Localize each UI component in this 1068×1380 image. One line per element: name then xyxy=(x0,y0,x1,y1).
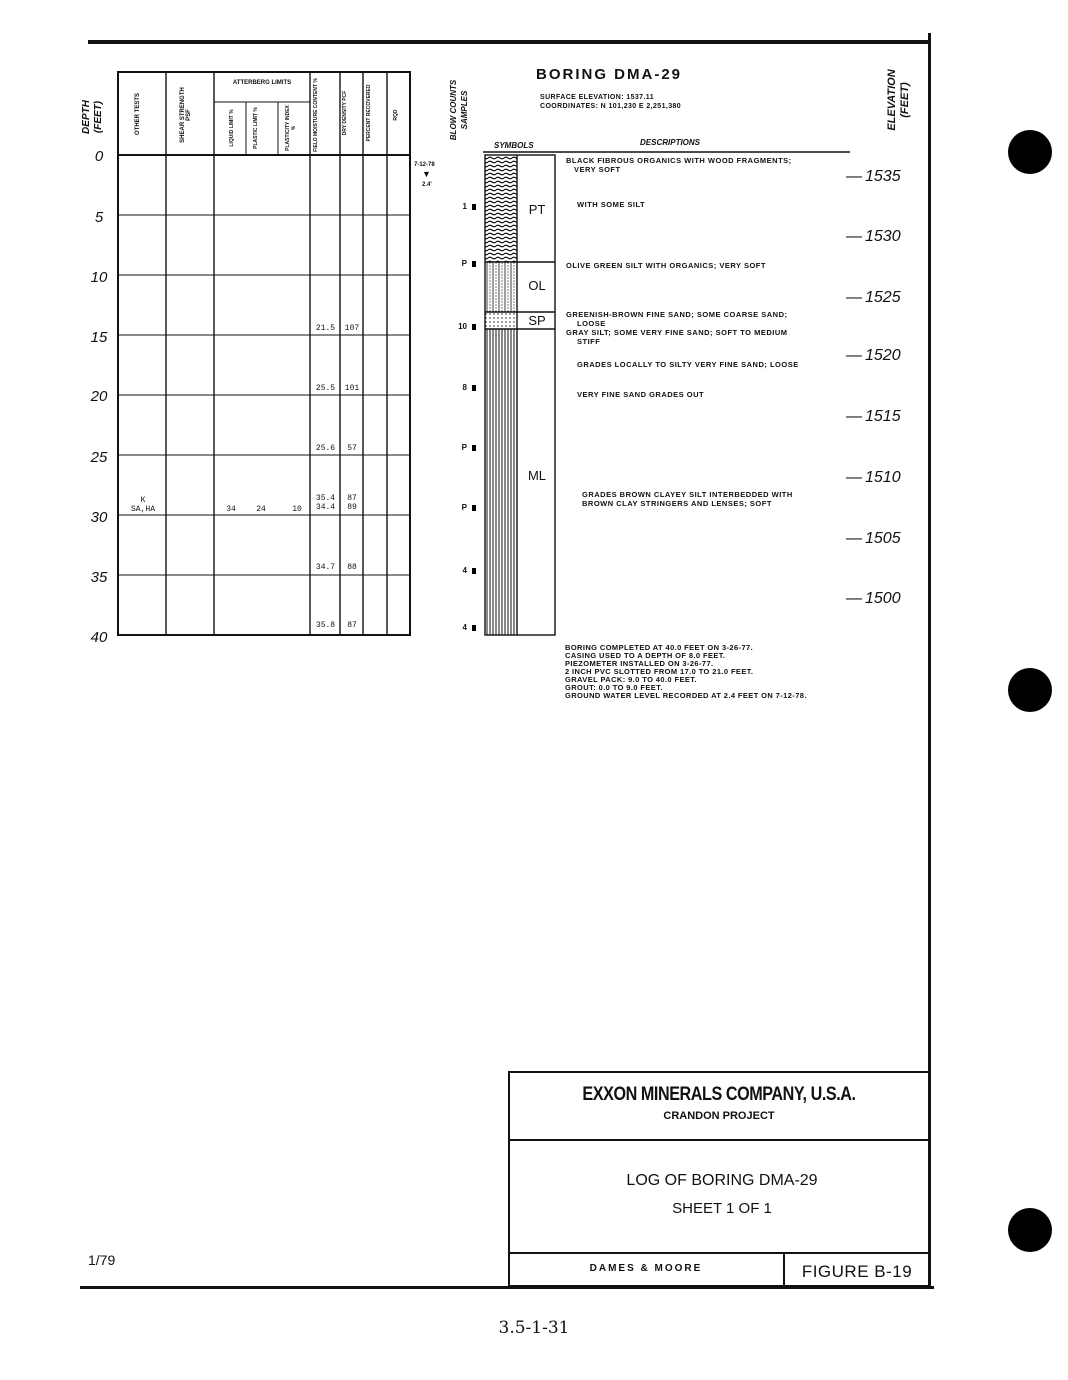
soil-symbol-ml: ML xyxy=(527,468,547,483)
note-line: GROUND WATER LEVEL RECORDED AT 2.4 FEET ON 7-12-78. xyxy=(565,691,807,700)
depth-label: 25 xyxy=(90,449,108,466)
groundwater-date: 7-12-78 xyxy=(414,162,435,168)
depth-label: 35 xyxy=(90,569,108,586)
header-plasticity-index: PLASTICITY INDEX % xyxy=(285,105,297,151)
blow-count: P xyxy=(446,259,476,268)
header-dry-density: DRY DENSITY PCF xyxy=(342,90,348,136)
blow-count: 1 xyxy=(446,202,476,211)
depth-label: 15 xyxy=(90,329,108,346)
log-title: LOG OF BORING DMA-29 xyxy=(626,1172,818,1189)
elevation-label: — 1500 xyxy=(846,590,901,608)
plastic-limit-value: 24 xyxy=(256,505,266,514)
description-line: GREENISH-BROWN FINE SAND; SOME COARSE SAND; xyxy=(566,310,788,319)
note-line: 2 INCH PVC SLOTTED FROM 17.0 TO 21.0 FEET. xyxy=(565,667,754,676)
elevation-label: — 1530 xyxy=(846,228,901,246)
company-name: EXXON MINERALS COMPANY, U.S.A. xyxy=(582,1084,856,1105)
page-number: 3.5-1-31 xyxy=(498,1318,570,1338)
blow-count: P xyxy=(446,503,476,512)
moisture-value: 34.7 xyxy=(315,563,336,572)
density-value: 101 xyxy=(344,384,360,393)
descriptions-header: DESCRIPTIONS xyxy=(640,138,701,147)
density-value: 88 xyxy=(347,563,357,572)
boring-notes xyxy=(565,644,807,700)
soil-symbol-sp: SP xyxy=(528,313,546,328)
punch-hole-middle xyxy=(1008,668,1052,712)
elevation-label: — 1505 xyxy=(846,530,901,548)
coordinates: COORDINATES: N 101,230 E 2,251,380 xyxy=(540,103,682,110)
blow-count: 4 xyxy=(446,623,476,632)
blow-counts-header: BLOW COUNTS SAMPLES xyxy=(449,79,469,141)
punch-hole-top xyxy=(1008,130,1052,174)
density-value: 87 xyxy=(347,621,357,630)
moisture-value: 35.4 xyxy=(315,494,336,503)
soil-symbol-pt: PT xyxy=(528,202,546,217)
density-value: 107 xyxy=(344,324,360,333)
punch-hole-bottom xyxy=(1008,1208,1052,1252)
blow-count: 10 xyxy=(446,322,476,331)
boring-log-column xyxy=(0,0,900,650)
density-value: 89 xyxy=(347,503,357,512)
header-percent-recovered: PERCENT RECOVERED xyxy=(366,84,372,142)
header-other-tests: OTHER TESTS xyxy=(135,93,141,136)
description-line: LOOSE xyxy=(577,319,606,328)
note-line: PIEZOMETER INSTALLED ON 3-26-77. xyxy=(565,659,714,668)
moisture-value: 25.6 xyxy=(315,444,336,453)
depth-label: 40 xyxy=(90,629,108,646)
elevation-label: — 1535 xyxy=(846,168,901,186)
note-line: GRAVEL PACK: 9.0 TO 40.0 FEET. xyxy=(565,675,697,684)
blow-count: P xyxy=(446,443,476,452)
other-tests-value: K xyxy=(140,496,146,505)
pattern-ol xyxy=(485,262,517,312)
liquid-limit-value: 34 xyxy=(226,505,236,514)
moisture-value: 34.4 xyxy=(315,503,336,512)
description-line: GRADES LOCALLY TO SILTY VERY FINE SAND; LOOSE xyxy=(577,360,799,369)
project-name: CRANDON PROJECT xyxy=(663,1110,775,1122)
header-atterberg-limits: ATTERBERG LIMITS xyxy=(232,80,292,86)
description-line: BROWN CLAY STRINGERS AND LENSES; SOFT xyxy=(582,499,772,508)
depth-label: 0 xyxy=(94,148,104,165)
pattern-ml xyxy=(485,329,517,635)
groundwater-level-icon: ▼ xyxy=(422,169,431,179)
density-value: 57 xyxy=(347,444,357,453)
header-plastic-limit: PLASTIC LIMIT % xyxy=(253,107,259,149)
moisture-value: 25.5 xyxy=(315,384,336,393)
pattern-sp xyxy=(485,312,517,329)
note-line: BORING COMPLETED AT 40.0 FEET ON 3-26-77. xyxy=(565,643,754,652)
blow-count: 8 xyxy=(446,383,476,392)
density-value: 87 xyxy=(347,494,357,503)
date-code: 1/79 xyxy=(88,1252,116,1268)
note-line: GROUT: 0.0 TO 9.0 FEET. xyxy=(565,683,663,692)
note-line: CASING USED TO A DEPTH OF 8.0 FEET. xyxy=(565,651,726,660)
other-tests-value: SA,HA xyxy=(130,505,155,514)
description-line: WITH SOME SILT xyxy=(577,200,646,209)
description-line: BLACK FIBROUS ORGANICS WITH WOOD FRAGMENTS; xyxy=(566,156,792,165)
depth-label: 20 xyxy=(90,388,108,405)
description-line: OLIVE GREEN SILT WITH ORGANICS; VERY SOFT xyxy=(566,261,766,270)
title-block-divider-2 xyxy=(508,1252,930,1254)
elevation-label: — 1525 xyxy=(846,289,901,307)
boring-title: BORING DMA-29 xyxy=(536,66,683,83)
elevation-label: — 1515 xyxy=(846,408,901,426)
blow-count: 4 xyxy=(446,566,476,575)
description-line: VERY SOFT xyxy=(574,165,621,174)
moisture-value: 35.8 xyxy=(315,621,336,630)
soil-symbol-ol: OL xyxy=(528,278,546,293)
header-rqd: RQD xyxy=(393,109,399,121)
elevation-axis-title: ELEVATION (FEET) xyxy=(886,69,911,131)
figure-number: FIGURE B-19 xyxy=(801,1262,913,1281)
moisture-value: 21.5 xyxy=(315,324,336,333)
depth-label: 5 xyxy=(94,209,104,226)
sheet-number: SHEET 1 OF 1 xyxy=(672,1200,772,1217)
groundwater-depth: 2.4' xyxy=(422,182,432,188)
surface-elevation: SURFACE ELEVATION: 1537.11 xyxy=(540,94,655,101)
depth-label: 30 xyxy=(90,509,108,526)
header-shear-strength: SHEAR STRENGTH PSF xyxy=(180,87,192,143)
elevation-label: — 1510 xyxy=(846,469,901,487)
pattern-pt xyxy=(485,155,517,262)
firm-name: DAMES & MOORE xyxy=(589,1263,703,1274)
depth-label: 10 xyxy=(90,269,108,286)
header-moisture-content: FIELD MOISTURE CONTENT % xyxy=(313,78,319,152)
header-liquid-limit: LIQUID LIMIT % xyxy=(229,109,235,147)
description-line: GRAY SILT; SOME VERY FINE SAND; SOFT TO MEDIUM xyxy=(566,328,788,337)
title-block-divider-3 xyxy=(783,1252,785,1287)
title-block-divider-1 xyxy=(508,1139,930,1141)
description-line: VERY FINE SAND GRADES OUT xyxy=(577,390,705,399)
depth-axis-title: DEPTH (FEET) xyxy=(81,100,104,134)
symbols-header: SYMBOLS xyxy=(494,141,534,150)
elevation-label: — 1520 xyxy=(846,347,901,365)
description-line: GRADES BROWN CLAYEY SILT INTERBEDDED WITH xyxy=(582,490,793,499)
plasticity-index-value: 10 xyxy=(292,505,302,514)
description-line: STIFF xyxy=(577,337,601,346)
